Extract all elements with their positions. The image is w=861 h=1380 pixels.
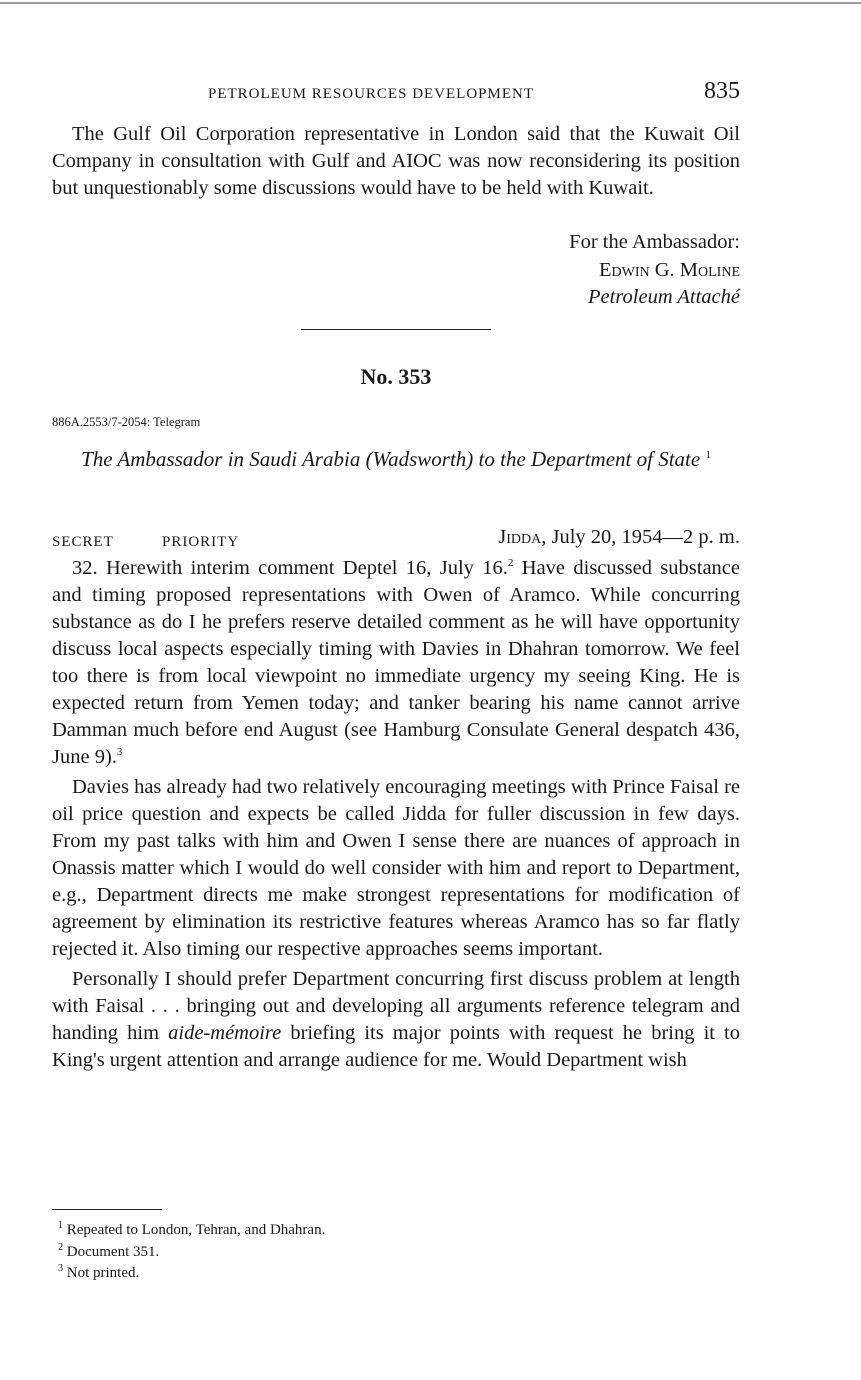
footnote-text: Not printed. [63, 1265, 140, 1281]
paragraph-text: Personally I should prefer Department concurring first discuss problem at length with Faisal . . . bringing out and developing all arguments reference telegram and handing him [52, 968, 740, 1044]
footnote-rule [52, 1209, 162, 1210]
footnote-mark: 1 [58, 1220, 63, 1231]
precedence: PRIORITY [162, 534, 240, 550]
running-head-title: PETROLEUM RESOURCES DEVELOPMENT [208, 86, 535, 102]
footnote-ref-1: 1 [705, 449, 711, 461]
signatory-name: Edwin G. Moline [598, 258, 740, 281]
italic-term: aide-mémoire [168, 1022, 282, 1044]
paragraph-text: Have discussed substance and timing proposed representations with Owen of Aramco. While concurring substance as do I he prefers reserve detailed comment as he will have opportunity discuss local aspects especially timing with Davies in Dhahran tomorrow. We feel too there is from local viewpoint no immediate urgency my seeing King. He is expected return from Yemen today; and tanker bearing his name cannot arrive Damman much before end August (see Hamburg Consulate General despatch 436, June 9). [52, 557, 740, 768]
page-top-edge [0, 2, 861, 4]
section-divider [301, 329, 491, 330]
signature-line: For the Ambassador: [569, 231, 740, 253]
footnote-text: Document 351. [63, 1243, 160, 1260]
footnote [58, 1263, 325, 1285]
document-heading [52, 445, 740, 473]
dateline-date: , July 20, 1954—2 p. m. [541, 526, 740, 548]
footnote-mark: 3 [58, 1263, 63, 1274]
document-source: 886A.2553/7-2054: Telegram [52, 415, 201, 429]
footnote [58, 1220, 325, 1242]
body-paragraph [52, 774, 740, 963]
paragraph-text: briefing its major points with request he bring it to King's urgent attention and arrange audience for me. Would Department wish [52, 1022, 740, 1071]
closing-paragraph: The Gulf Oil Corporation representative in London said that the Kuwait Oil Company in consultation with Gulf and AIOC was now reconsidering its position but unquestionably some discussions would have to be held with Kuwait. [52, 123, 740, 199]
body-paragraph [52, 966, 740, 1074]
signatory-title: Petroleum Attaché [588, 286, 740, 308]
paragraph-text: 32. Herewith interim comment Deptel 16, July 16. [72, 557, 508, 579]
classification: SECRET [52, 534, 114, 550]
dateline [498, 526, 740, 549]
dateline-place: Jidda [498, 526, 542, 548]
footnotes [58, 1220, 325, 1285]
footnote-ref: 2 [507, 557, 514, 570]
classification-line [52, 526, 740, 552]
page-number: 835 [704, 78, 740, 104]
previous-document-end [52, 121, 740, 202]
document-heading-text: The Ambassador in Saudi Arabia (Wadsworth) to the Department of State [81, 447, 701, 471]
telegram-body [52, 555, 740, 1077]
paragraph-text: Davies has already had two relatively encouraging meetings with Prince Faisal re oil price question and expects be called Jidda for fuller discussion in few days. From my past talks with him and Owen I sense there are nuances of approach in Onassis matter which I would do well consider with him and report to Department, e.g., Department directs me make strongest representations for modification of agreement by elimination its restrictive features whereas Aramco has so far flatly rejected it. Also timing our respective approaches seems important. [52, 776, 740, 960]
footnote [58, 1242, 325, 1264]
body-paragraph [52, 555, 740, 771]
footnote-mark: 2 [58, 1241, 63, 1253]
running-head [52, 78, 740, 108]
footnote-ref: 3 [116, 746, 123, 759]
signature-block [569, 229, 740, 312]
footnote-text: Repeated to London, Tehran, and Dhahran. [63, 1222, 326, 1238]
document-number: No. 353 [360, 364, 432, 389]
